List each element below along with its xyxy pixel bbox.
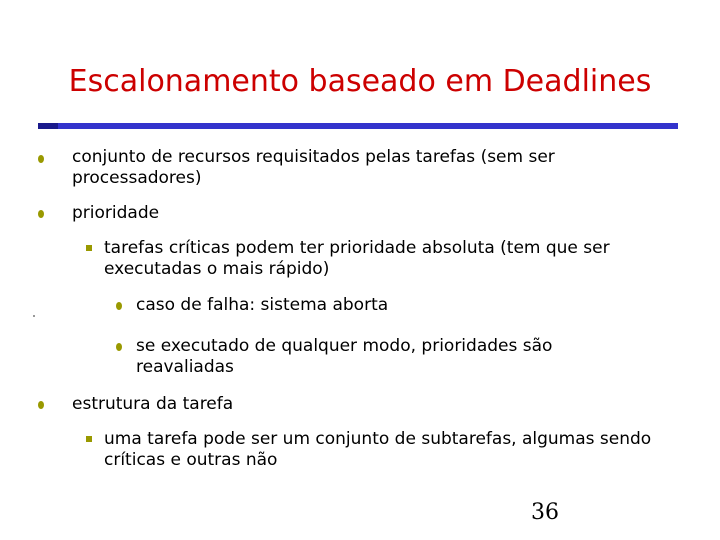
title-rule [58,123,678,129]
bullet-level2: uma tarefa pode ser um conjunto de subtarefas, algumas sendo críticas e outras não [104,429,652,470]
bullet-level1: conjunto de recursos requisitados pelas tarefas (sem ser processadores) [72,147,555,188]
bullet-square-icon [86,245,92,251]
bullet-square-icon [86,436,92,442]
bullet-level2: tarefas críticas podem ter prioridade absoluta (tem que ser executadas o mais rápido) [104,238,610,279]
title-rule-accent [38,123,58,129]
page-number: 36 [531,500,559,525]
bullet-round-icon [38,155,44,163]
bullet-level1: estrutura da tarefa [72,394,234,414]
bullet-level3: se executado de qualquer modo, prioridades são reavaliadas [136,336,553,377]
slide-title: Escalonamento baseado em Deadlines [68,64,652,99]
bullet-round-icon [38,401,44,409]
decorative-dot [33,315,35,317]
bullet-level3: caso de falha: sistema aborta [136,295,389,315]
bullet-round-icon [38,210,44,218]
bullet-round-icon [116,343,122,351]
bullet-level1: prioridade [72,203,160,223]
bullet-round-icon [116,302,122,310]
